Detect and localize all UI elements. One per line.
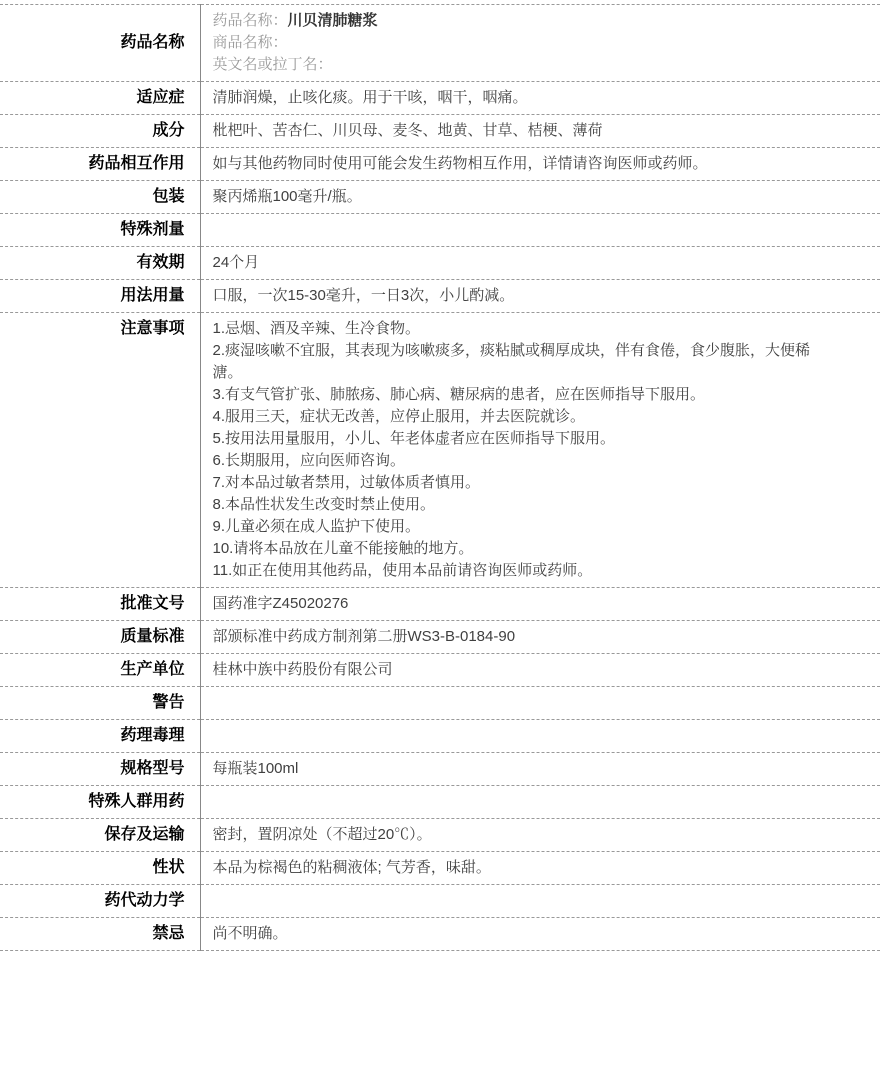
row-approval-number <box>0 588 880 621</box>
field-label-manufacturer: 生产单位 <box>0 654 200 687</box>
field-value-interaction: 如与其他药物同时使用可能会发生药物相互作用，详情请咨询医师或药师。 <box>212 155 708 172</box>
drug-info-table <box>0 4 880 951</box>
field-value-special-population <box>200 786 880 819</box>
row-validity <box>0 247 880 280</box>
field-value-ingredients: 枇杷叶、苦杏仁、川贝母、麦冬、地黄、甘草、桔梗、薄荷 <box>212 122 603 139</box>
field-value-indication: 清肺润燥，止咳化痰。用于干咳，咽干，咽痛。 <box>212 89 528 106</box>
field-value-packaging: 聚丙烯瓶100毫升/瓶。 <box>212 188 362 205</box>
field-label-validity: 有效期 <box>0 247 200 280</box>
field-label-quality-standard: 质量标准 <box>0 621 200 654</box>
field-label-ingredients: 成分 <box>0 115 200 148</box>
row-special-population <box>0 786 880 819</box>
field-label-approval-number: 批准文号 <box>0 588 200 621</box>
field-value-precautions <box>200 313 880 588</box>
row-drug-name <box>0 5 880 82</box>
row-packaging <box>0 181 880 214</box>
row-ingredients <box>0 115 880 148</box>
field-label-pharmacology: 药理毒理 <box>0 720 200 753</box>
row-dosage <box>0 280 880 313</box>
field-value-storage: 密封，置阴凉处（不超过20℃）。 <box>212 826 432 843</box>
precaution-item: 9.儿童必须在成人监护下使用。 <box>212 518 421 535</box>
field-label-storage: 保存及运输 <box>0 819 200 852</box>
row-precautions <box>0 313 880 588</box>
row-indication <box>0 82 880 115</box>
field-label-special-population: 特殊人群用药 <box>0 786 200 819</box>
row-characters <box>0 852 880 885</box>
field-value-pharmacokinetics <box>200 885 880 918</box>
field-label-characters: 性状 <box>0 852 200 885</box>
precaution-item: 10.请将本品放在儿童不能接触的地方。 <box>212 540 474 557</box>
field-value-validity: 24个月 <box>212 254 260 271</box>
field-label-packaging: 包装 <box>0 181 200 214</box>
field-label-pharmacokinetics: 药代动力学 <box>0 885 200 918</box>
field-value-drug-name <box>200 5 880 82</box>
row-pharmacokinetics <box>0 885 880 918</box>
field-value-characters: 本品为棕褐色的粘稠液体; 气芳香，味甜。 <box>212 859 491 876</box>
field-value-contraindication: 尚不明确。 <box>212 925 288 942</box>
field-label-drug-name: 药品名称 <box>0 5 200 82</box>
precaution-item: 8.本品性状发生改变时禁止使用。 <box>212 496 436 513</box>
generic-name-value: 川贝清肺糖浆 <box>287 12 378 29</box>
precaution-item: 5.按用法用量服用，小儿、年老体虚者应在医师指导下服用。 <box>212 430 616 447</box>
field-value-warning <box>200 687 880 720</box>
precaution-item: 4.服用三天，症状无改善，应停止服用，并去医院就诊。 <box>212 408 586 425</box>
field-value-quality-standard: 部颁标准中药成方制剂第二册WS3-B-0184-90 <box>212 628 516 645</box>
row-warning <box>0 687 880 720</box>
precaution-item: 1.忌烟、酒及辛辣、生冷食物。 <box>212 320 421 337</box>
row-special-dosage <box>0 214 880 247</box>
field-label-interaction: 药品相互作用 <box>0 148 200 181</box>
field-label-specification: 规格型号 <box>0 753 200 786</box>
field-value-pharmacology <box>200 720 880 753</box>
row-specification <box>0 753 880 786</box>
row-pharmacology <box>0 720 880 753</box>
field-value-specification: 每瓶装100ml <box>212 760 299 777</box>
field-label-precautions: 注意事项 <box>0 313 200 588</box>
precaution-item: 3.有支气管扩张、肺脓疡、肺心病、糖尿病的患者，应在医师指导下服用。 <box>212 386 706 403</box>
field-value-special-dosage <box>200 214 880 247</box>
field-label-indication: 适应症 <box>0 82 200 115</box>
field-label-warning: 警告 <box>0 687 200 720</box>
generic-name-prefix: 药品名称： <box>212 12 288 29</box>
field-value-manufacturer: 桂林中族中药股份有限公司 <box>212 661 393 678</box>
row-contraindication <box>0 918 880 951</box>
field-value-dosage: 口服，一次15-30毫升，一日3次，小儿酌减。 <box>212 287 515 304</box>
generic-name-line <box>213 10 869 32</box>
row-storage <box>0 819 880 852</box>
row-interaction <box>0 148 880 181</box>
field-label-contraindication: 禁忌 <box>0 918 200 951</box>
precaution-item: 2.痰湿咳嗽不宜服，其表现为咳嗽痰多，痰粘腻或稠厚成块，伴有食倦，食少腹胀，大便稀溏。 <box>212 342 811 381</box>
field-label-special-dosage: 特殊剂量 <box>0 214 200 247</box>
english-name-line <box>213 54 869 76</box>
row-quality-standard <box>0 621 880 654</box>
trade-name-line <box>213 32 869 54</box>
precaution-item: 7.对本品过敏者禁用，过敏体质者慎用。 <box>212 474 481 491</box>
field-label-dosage: 用法用量 <box>0 280 200 313</box>
row-manufacturer <box>0 654 880 687</box>
precaution-item: 11.如正在使用其他药品，使用本品前请咨询医师或药师。 <box>212 562 593 579</box>
field-value-approval-number: 国药准字Z45020276 <box>212 595 349 612</box>
english-name-prefix: 英文名或拉丁名： <box>212 56 333 73</box>
precaution-item: 6.长期服用，应向医师咨询。 <box>212 452 406 469</box>
trade-name-prefix: 商品名称： <box>212 34 288 51</box>
